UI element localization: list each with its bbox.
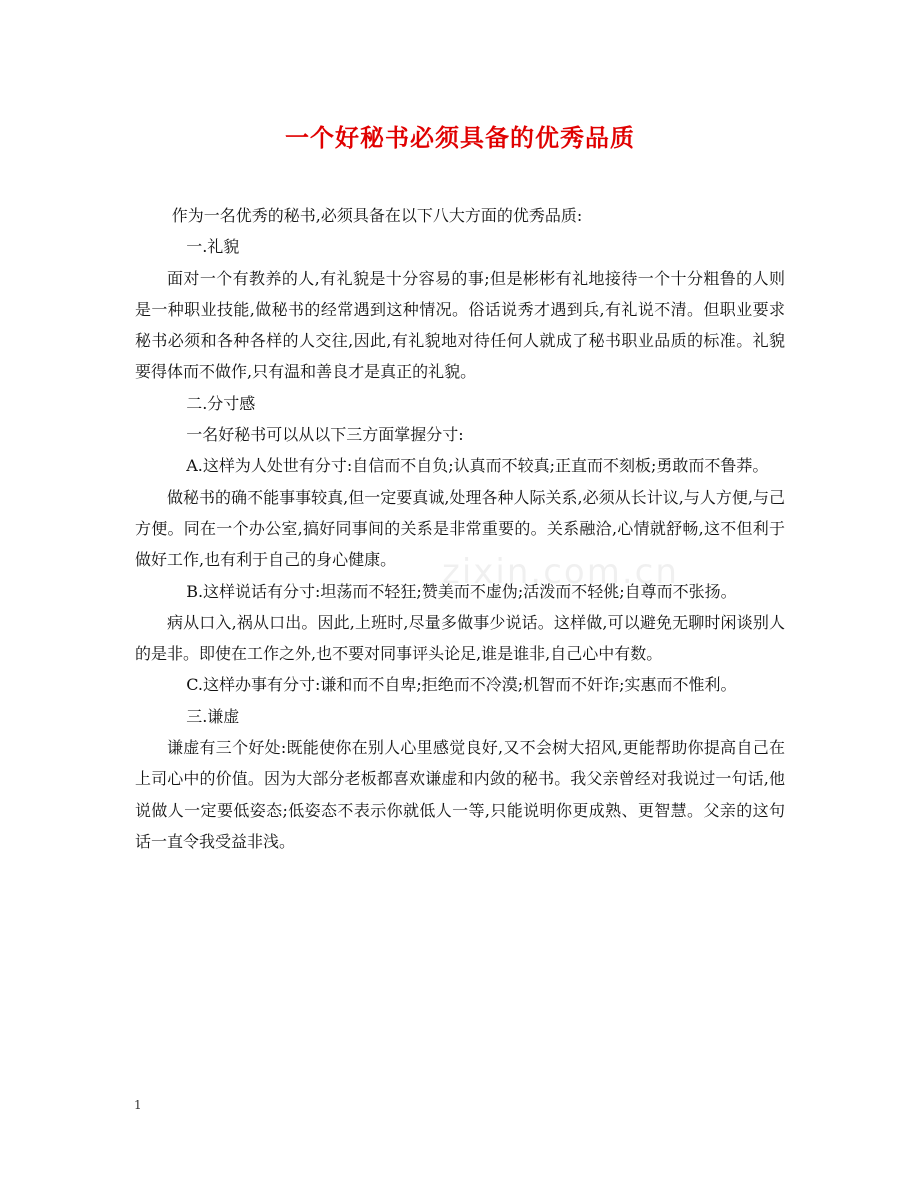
propriety-item-a: A.这样为人处世有分寸:自信而不自负;认真而不较真;正直而不刻板;勇敢而不鲁莽。 — [186, 456, 769, 476]
propriety-lead-paragraph: 一名好秘书可以从以下三方面掌握分寸: — [186, 425, 464, 445]
propriety-paragraph-a: 做秘书的确不能事事较真,但一定要真诚,处理各种人际关系,必须从长计议,与人方便,与己方便。同在一个办公室,搞好同事间的关系是非常重要的。关系融洽,心情就舒畅,这不但利于做好工作,也有利于自己的身心健康。 — [135, 487, 785, 570]
propriety-item-c: C.这样办事有分寸:谦和而不自卑;拒绝而不冷漠;机智而不奸诈;实惠而不惟利。 — [186, 675, 737, 695]
document-body — [135, 200, 785, 857]
section-heading-sense-of-propriety: 二.分寸感 — [186, 393, 256, 413]
propriety-item-b: B.这样说话有分寸:坦荡而不轻狂;赞美而不虚伪;活泼而不轻佻;自尊而不张扬。 — [186, 581, 737, 601]
watermark: zixin.com.cn — [442, 552, 679, 592]
page-number: 1 — [134, 1098, 142, 1112]
section-heading-modesty: 三.谦虚 — [186, 706, 240, 726]
document-title: 一个好秘书必须具备的优秀品质 — [285, 123, 635, 152]
modesty-paragraph: 谦虚有三个好处:既能使你在别人心里感觉良好,又不会树大招风,更能帮助你提高自己在上司心中的价值。因为大部分老板都喜欢谦虚和内敛的秘书。我父亲曾经对我说过一句话,他说做人一定要低姿态;低姿态不表示你就低人一等,只能说明你更成熟、更智慧。父亲的这句话一直令我受益非浅。 — [135, 738, 785, 851]
courtesy-paragraph: 面对一个有教养的人,有礼貌是十分容易的事;但是彬彬有礼地接待一个十分粗鲁的人则是一种职业技能,做秘书的经常遇到这种情况。俗话说秀才遇到兵,有礼说不清。但职业要求秘书必须和各种各样的人交往,因此,有礼貌地对待任何人就成了秘书职业品质的标准。礼貌要得体而不做作,只有温和善良才是真正的礼貌。 — [135, 268, 785, 382]
intro-paragraph: 作为一名优秀的秘书,必须具备在以下八大方面的优秀品质: — [171, 206, 583, 225]
section-heading-courtesy: 一.礼貌 — [186, 237, 240, 257]
propriety-paragraph-b: 病从口入,祸从口出。因此,上班时,尽量多做事少说话。这样做,可以避免无聊时闲谈别人的是非。即使在工作之外,也不要对同事评头论足,谁是谁非,自己心中有数。 — [135, 612, 785, 664]
